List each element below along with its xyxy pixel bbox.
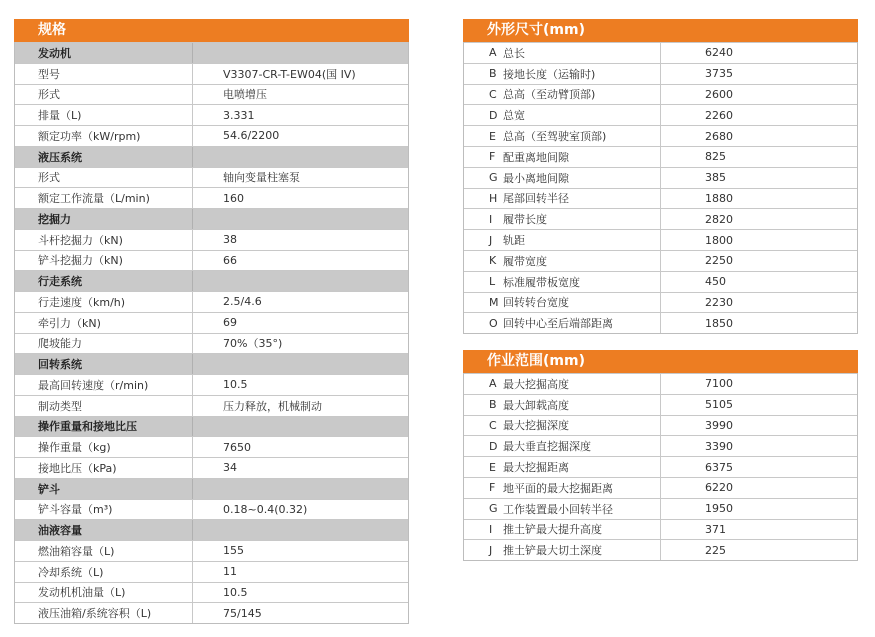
spec-value: 电喷增压 xyxy=(223,88,267,102)
row-value: 6220 xyxy=(705,481,733,495)
spec-label: 斗杆挖掘力（kN) xyxy=(15,230,193,250)
table-row xyxy=(15,84,408,105)
row-code: L xyxy=(489,275,496,289)
spec-value: 3.331 xyxy=(223,108,255,122)
table-row xyxy=(464,373,857,394)
row-code: K xyxy=(489,254,497,268)
spec-value: V3307-CR-T-EW04(国 IV) xyxy=(223,67,356,81)
spec-value: 75/145 xyxy=(223,606,262,620)
row-value: 2600 xyxy=(705,87,733,101)
row-label: 接地长度（运输时) xyxy=(503,67,596,81)
spec-value: 10.5 xyxy=(223,378,248,392)
spec-table xyxy=(14,42,409,624)
row-value: 1850 xyxy=(705,316,733,330)
row-code: C xyxy=(489,87,497,101)
row-code: F xyxy=(489,481,496,495)
row-label-cell xyxy=(464,520,661,540)
table-row xyxy=(15,104,408,125)
row-code: G xyxy=(489,502,498,516)
spec-value: 压力释放，机械制动 xyxy=(223,399,322,413)
table-row xyxy=(464,250,857,271)
row-code: J xyxy=(489,543,493,557)
row-label: 最大挖掘深度 xyxy=(503,419,569,433)
spec-value: 54.6/2200 xyxy=(223,129,280,143)
section-label: 液压系统 xyxy=(15,147,193,167)
table-row xyxy=(464,63,857,84)
section-label: 操作重量和接地比压 xyxy=(15,417,193,437)
row-label-cell xyxy=(464,272,661,292)
row-label-cell xyxy=(464,313,661,333)
row-value: 2820 xyxy=(705,212,733,226)
section-label: 油液容量 xyxy=(15,520,193,540)
row-value: 7100 xyxy=(705,377,733,391)
row-label: 推土铲最大切土深度 xyxy=(503,544,602,558)
section-value-cell xyxy=(193,209,223,229)
section-header-row xyxy=(15,416,408,437)
table-row xyxy=(464,519,857,540)
spec-label: 行走速度（km/h) xyxy=(15,292,193,312)
spec-value: 轴向变量柱塞泵 xyxy=(223,171,300,185)
table-row xyxy=(464,435,857,456)
row-label: 最大挖掘距离 xyxy=(503,461,569,475)
section-value-cell xyxy=(193,417,223,437)
working-range-panel xyxy=(463,350,858,561)
row-value: 3990 xyxy=(705,418,733,432)
row-label: 推土铲最大提升高度 xyxy=(503,523,602,537)
section-label: 回转系统 xyxy=(15,354,193,374)
table-row xyxy=(15,312,408,333)
section-value-cell xyxy=(193,520,223,540)
row-label: 轨距 xyxy=(503,234,525,248)
row-code: E xyxy=(489,129,496,143)
section-header-row xyxy=(15,519,408,540)
spec-label: 发动机机油量（L) xyxy=(15,583,193,603)
row-code: E xyxy=(489,460,496,474)
row-label-cell xyxy=(464,147,661,167)
table-row xyxy=(464,498,857,519)
spec-label: 爬坡能力 xyxy=(15,334,193,354)
row-label-cell xyxy=(464,43,661,63)
table-row xyxy=(15,602,408,623)
row-label: 回转转台宽度 xyxy=(503,296,569,310)
row-code: H xyxy=(489,191,498,205)
spec-label: 排量（L) xyxy=(15,105,193,125)
spec-label: 形式 xyxy=(15,168,193,188)
row-value: 825 xyxy=(705,150,726,164)
spec-label: 最高回转速度（r/min) xyxy=(15,375,193,395)
spec-value: 160 xyxy=(223,191,244,205)
row-code: G xyxy=(489,171,498,185)
spec-value: 155 xyxy=(223,544,244,558)
section-value-cell xyxy=(193,479,223,499)
section-header-row xyxy=(15,146,408,167)
row-value: 450 xyxy=(705,275,726,289)
dimensions-table xyxy=(463,42,858,334)
spec-label: 型号 xyxy=(15,64,193,84)
spec-value: 11 xyxy=(223,565,237,579)
row-code: M xyxy=(489,295,499,309)
table-row xyxy=(464,456,857,477)
working-range-table xyxy=(463,373,858,561)
row-label-cell xyxy=(464,189,661,209)
row-label: 地平面的最大挖掘距离 xyxy=(503,481,613,495)
row-code: J xyxy=(489,233,493,247)
working-range-title: 作业范围(mm) xyxy=(463,350,858,373)
row-label-cell xyxy=(464,540,661,560)
table-row xyxy=(15,167,408,188)
row-value: 2250 xyxy=(705,254,733,268)
spec-label: 制动类型 xyxy=(15,396,193,416)
table-row xyxy=(15,63,408,84)
spec-value: 69 xyxy=(223,316,237,330)
table-row xyxy=(464,84,857,105)
row-label-cell xyxy=(464,395,661,415)
row-label: 履带长度 xyxy=(503,213,547,227)
row-label: 总高（至驾驶室顶部) xyxy=(503,130,607,144)
section-value-cell xyxy=(193,147,223,167)
row-label-cell xyxy=(464,251,661,271)
spec-label: 额定工作流量（L/min) xyxy=(15,188,193,208)
row-label-cell xyxy=(464,374,661,394)
row-label-cell xyxy=(464,209,661,229)
table-row xyxy=(464,167,857,188)
row-value: 1880 xyxy=(705,191,733,205)
table-row xyxy=(464,477,857,498)
section-label: 行走系统 xyxy=(15,271,193,291)
section-header-row xyxy=(15,478,408,499)
section-header-row xyxy=(15,208,408,229)
row-label: 最大垂直挖掘深度 xyxy=(503,440,591,454)
table-row xyxy=(15,499,408,520)
table-row xyxy=(464,539,857,560)
spec-value: 0.18~0.4(0.32) xyxy=(223,502,308,516)
table-row xyxy=(464,312,857,333)
table-row xyxy=(464,188,857,209)
section-value-cell xyxy=(193,271,223,291)
row-label: 履带宽度 xyxy=(503,254,547,268)
table-row xyxy=(464,292,857,313)
row-code: O xyxy=(489,316,498,330)
row-value: 3390 xyxy=(705,439,733,453)
row-label: 最大挖掘高度 xyxy=(503,377,569,391)
row-label: 配重离地间隙 xyxy=(503,150,569,164)
spec-label: 接地比压（kPa) xyxy=(15,458,193,478)
row-label-cell xyxy=(464,64,661,84)
row-code: C xyxy=(489,418,497,432)
table-row xyxy=(15,561,408,582)
table-row xyxy=(15,436,408,457)
table-row xyxy=(15,291,408,312)
row-code: D xyxy=(489,108,498,122)
row-code: D xyxy=(489,439,498,453)
row-label: 工作装置最小回转半径 xyxy=(503,502,613,516)
table-row xyxy=(15,395,408,416)
row-label-cell xyxy=(464,230,661,250)
dimensions-title: 外形尺寸(mm) xyxy=(463,19,858,42)
spec-label: 牵引力（kN) xyxy=(15,313,193,333)
row-value: 5105 xyxy=(705,398,733,412)
row-label: 尾部回转半径 xyxy=(503,192,569,206)
row-value: 225 xyxy=(705,543,726,557)
spec-label: 操作重量（kg) xyxy=(15,437,193,457)
spec-label: 形式 xyxy=(15,85,193,105)
row-label: 总高（至动臂顶部) xyxy=(503,88,596,102)
row-label: 最小离地间隙 xyxy=(503,171,569,185)
table-row xyxy=(464,125,857,146)
row-label-cell xyxy=(464,105,661,125)
section-value-cell xyxy=(193,43,223,63)
row-value: 2680 xyxy=(705,129,733,143)
table-row xyxy=(15,374,408,395)
table-row xyxy=(464,146,857,167)
row-label: 回转中心至后端部距离 xyxy=(503,317,613,331)
section-header-row xyxy=(15,42,408,63)
spec-panel xyxy=(14,19,409,624)
row-code: F xyxy=(489,150,496,164)
spec-title: 规格 xyxy=(14,19,409,42)
section-label: 发动机 xyxy=(15,43,193,63)
spec-value: 2.5/4.6 xyxy=(223,295,262,309)
row-label-cell xyxy=(464,416,661,436)
table-row xyxy=(15,457,408,478)
section-header-row xyxy=(15,270,408,291)
section-label: 挖掘力 xyxy=(15,209,193,229)
row-value: 6375 xyxy=(705,460,733,474)
section-label: 铲斗 xyxy=(15,479,193,499)
table-row xyxy=(15,187,408,208)
row-value: 1950 xyxy=(705,502,733,516)
row-value: 371 xyxy=(705,522,726,536)
dimensions-panel xyxy=(463,19,858,334)
spec-label: 燃油箱容量（L) xyxy=(15,541,193,561)
table-row xyxy=(464,42,857,63)
spec-label: 铲斗挖掘力（kN) xyxy=(15,251,193,271)
spec-label: 冷却系统（L) xyxy=(15,562,193,582)
row-value: 6240 xyxy=(705,46,733,60)
row-code: B xyxy=(489,67,497,81)
spec-value: 66 xyxy=(223,253,237,267)
table-row xyxy=(15,250,408,271)
spec-value: 7650 xyxy=(223,440,251,454)
spec-value: 70%（35°) xyxy=(223,337,283,351)
row-label-cell xyxy=(464,499,661,519)
spec-label: 液压油箱/系统容积（L) xyxy=(15,603,193,623)
row-label: 总长 xyxy=(503,46,525,60)
table-row xyxy=(15,333,408,354)
row-label-cell xyxy=(464,168,661,188)
row-value: 1800 xyxy=(705,233,733,247)
row-value: 2230 xyxy=(705,295,733,309)
table-row xyxy=(464,415,857,436)
row-label-cell xyxy=(464,293,661,313)
row-label-cell xyxy=(464,457,661,477)
spec-label: 铲斗容量（m³) xyxy=(15,500,193,520)
table-row xyxy=(15,540,408,561)
row-label-cell xyxy=(464,126,661,146)
spec-label: 额定功率（kW/rpm) xyxy=(15,126,193,146)
row-label: 最大卸载高度 xyxy=(503,398,569,412)
row-value: 3735 xyxy=(705,67,733,81)
row-value: 385 xyxy=(705,171,726,185)
spec-value: 34 xyxy=(223,461,237,475)
table-row xyxy=(15,229,408,250)
spec-value: 10.5 xyxy=(223,585,248,599)
table-row xyxy=(15,582,408,603)
table-row xyxy=(464,394,857,415)
section-header-row xyxy=(15,353,408,374)
row-label-cell xyxy=(464,436,661,456)
table-row xyxy=(464,271,857,292)
row-label: 总宽 xyxy=(503,109,525,123)
section-value-cell xyxy=(193,354,223,374)
row-code: I xyxy=(489,212,493,226)
table-row xyxy=(15,125,408,146)
row-value: 2260 xyxy=(705,108,733,122)
table-row xyxy=(464,229,857,250)
table-row xyxy=(464,208,857,229)
spec-value: 38 xyxy=(223,233,237,247)
row-code: B xyxy=(489,398,497,412)
row-label-cell xyxy=(464,478,661,498)
row-code: I xyxy=(489,522,493,536)
row-label-cell xyxy=(464,85,661,105)
row-code: A xyxy=(489,377,497,391)
row-label: 标准履带板宽度 xyxy=(503,275,580,289)
row-code: A xyxy=(489,46,497,60)
table-row xyxy=(464,104,857,125)
